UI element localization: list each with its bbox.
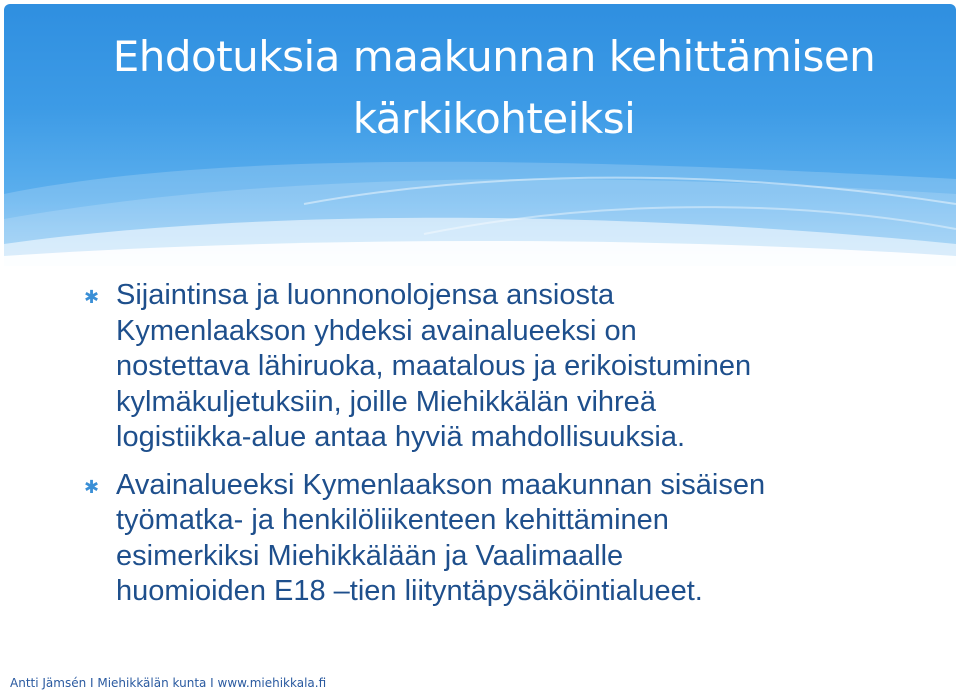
bullet-line: Kymenlaakson yhdeksi avainalueeksi on: [116, 314, 637, 347]
slide-title: [54, 26, 934, 150]
bullet-line: työmatka- ja henkilöliikenteen kehittäminen: [116, 504, 669, 536]
bullet-line: Sijaintinsa ja luonnonolojensa ansiosta: [116, 279, 615, 311]
bullet-text: [116, 278, 884, 456]
bullet-item-2: [84, 468, 884, 610]
title-banner: [4, 4, 956, 266]
asterisk-bullet-icon: ✱: [84, 287, 100, 307]
bullet-line: kylmäkuljetuksiin, joille Miehikkälän vihreä: [116, 385, 656, 418]
bullet-line: logistiikka-alue antaa hyviä mahdollisuuksia.: [116, 421, 686, 453]
bullet-line: esimerkiksi Miehikkälään ja Vaalimaalle: [116, 539, 624, 572]
footer-credit: Antti Jämsén I Miehikkälän kunta I www.miehikkala.fi: [10, 676, 327, 690]
bullet-line: Avainalueeksi Kymenlaakson maakunnan sisäisen: [116, 468, 766, 501]
slide-title-line-2: kärkikohteiksi: [352, 94, 636, 143]
bullet-item-1: [84, 278, 884, 456]
asterisk-bullet-icon: ✱: [84, 476, 100, 497]
bullet-line: huomioiden E18 –tien liityntäpysäköintialueet.: [116, 575, 703, 607]
bullet-text: [116, 468, 884, 610]
bullet-list: [84, 278, 884, 622]
bullet-line: nostettava lähiruoka, maatalous ja erikoistuminen: [116, 350, 752, 382]
slide-title-line-1: Ehdotuksia maakunnan kehittämisen: [112, 32, 876, 81]
